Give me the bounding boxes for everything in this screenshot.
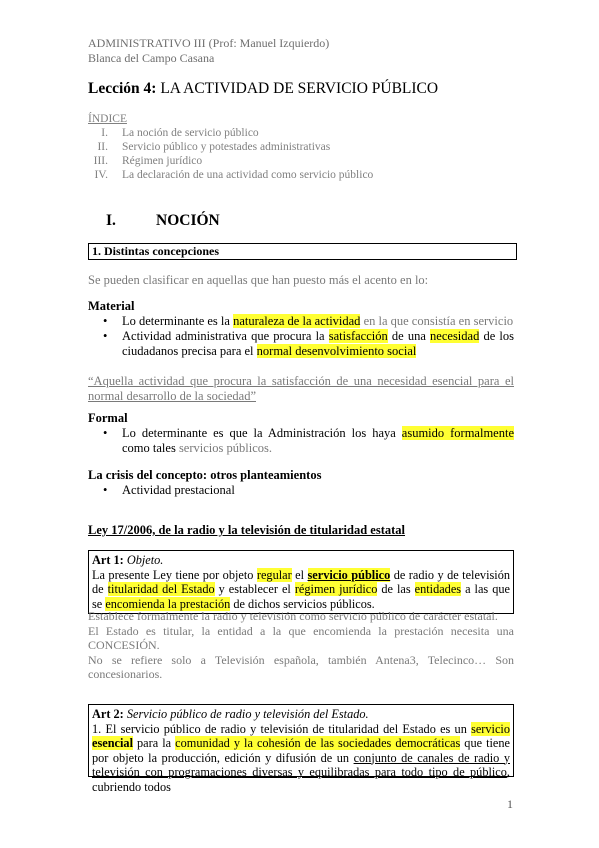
subheading-box: 1. Distintas concepciones xyxy=(88,243,517,260)
lesson-number: Lección 4: xyxy=(88,80,157,97)
text-span: el xyxy=(291,567,308,582)
index-item-text: Régimen jurídico xyxy=(122,155,203,167)
material-quote: “Aquella actividad que procura la satisfacción de una necesidad esencial para el normal desarrollo de la sociedad” xyxy=(88,374,514,403)
section-number: I. xyxy=(106,212,116,229)
article-label: Art 2: xyxy=(92,707,124,721)
text-span: necesidad xyxy=(430,329,480,343)
list-item xyxy=(88,314,514,329)
text-span: entidades xyxy=(414,582,462,596)
text-span: comunidad y la cohesión de las sociedades democráticas xyxy=(175,736,461,750)
formal-heading: Formal xyxy=(88,411,128,425)
text-span: encomienda la prestación xyxy=(105,596,231,611)
text-span: de radio y de televisión de xyxy=(92,567,510,596)
index-item-number: II. xyxy=(97,141,108,153)
index-item xyxy=(88,126,259,140)
text-span: asumido formalmente xyxy=(401,426,514,440)
notes-block xyxy=(88,609,514,682)
note-line: El Estado es titular, la entidad a la que encomienda la prestación necesita una CONCESIÓN. xyxy=(88,623,514,652)
article-text xyxy=(92,568,510,612)
article-text xyxy=(92,722,510,795)
note-line: No se refiere solo a Televisión española, también Antena3, Telecinco… Son concesionarios. xyxy=(88,652,514,681)
text-span: conjunto de canales de radio y televisión con programaciones diversas y equilibradas para todo tipo de público xyxy=(92,750,510,779)
text-span: como tales xyxy=(122,441,179,455)
list-item xyxy=(88,329,514,359)
article-title: Objeto. xyxy=(123,553,164,567)
text-span: servicios públicos. xyxy=(178,441,272,455)
text-span: esencial xyxy=(92,736,133,750)
index-item xyxy=(88,140,331,154)
index-item-text: Servicio público y potestades administrativas xyxy=(122,141,331,153)
header-author: Blanca del Campo Casana xyxy=(88,51,215,65)
text-span: que tiene por objeto la producción, edición y difusión de un xyxy=(92,736,510,765)
list-item: • Actividad prestacional xyxy=(88,483,514,498)
crisis-block xyxy=(88,468,514,498)
index-item-text: La noción de servicio público xyxy=(122,127,259,139)
text-span: Actividad administrativa que procura la xyxy=(122,329,329,343)
text-span: satisfacción xyxy=(328,329,388,343)
text-span: normal desenvolvimiento social xyxy=(256,344,417,358)
list-item xyxy=(88,426,514,456)
material-heading: Material xyxy=(88,299,135,313)
index-item-text: La declaración de una actividad como servicio público xyxy=(122,169,374,181)
document-header xyxy=(88,36,329,66)
header-course: ADMINISTRATIVO III (Prof: Manuel Izquierdo) xyxy=(88,36,330,50)
section-label: NOCIÓN xyxy=(156,212,220,229)
text-span: de dichos servicios públicos. xyxy=(230,596,375,611)
article-2-box xyxy=(88,704,514,794)
law-heading: Ley 17/2006, de la radio y la televisión de titularidad estatal xyxy=(88,523,406,537)
text-span: régimen jurídico xyxy=(294,582,378,596)
crisis-heading: La crisis del concepto: otros planteamientos xyxy=(88,468,322,482)
text-span: Lo determinante es que la Administración los haya xyxy=(122,426,402,440)
lesson-title xyxy=(88,80,438,98)
text-span: a las que se xyxy=(92,582,510,611)
index-section xyxy=(88,112,374,182)
text-span: de los ciudadanos precisa para el xyxy=(122,329,514,358)
index-item-number: IV. xyxy=(94,169,108,181)
text-span: 1. El servicio público de radio y televisión de titularidad del Estado es un xyxy=(92,721,472,736)
lesson-name: LA ACTIVIDAD DE SERVICIO PÚBLICO xyxy=(156,80,439,97)
intro-text: Se pueden clasificar en aquellas que han puesto más el acento en lo: xyxy=(88,273,429,287)
text-span: servicio xyxy=(471,721,510,736)
section-heading xyxy=(106,212,220,230)
text-span: regular xyxy=(256,567,292,582)
formal-block xyxy=(88,411,514,456)
material-block xyxy=(88,299,514,404)
article-1-box xyxy=(88,550,514,614)
text-span: naturaleza de la actividad xyxy=(233,314,361,328)
text-span: de una xyxy=(387,329,431,343)
page-number: 1 xyxy=(507,797,513,811)
note-line: Establece formalmente la radio y televisión como servicio público de carácter estatal. xyxy=(88,609,498,623)
text-span: de las xyxy=(377,582,415,596)
text-span: y establecer el xyxy=(214,582,295,596)
index-heading: ÍNDICE xyxy=(88,113,127,125)
text-span: en la que consistía en servicio xyxy=(360,314,514,328)
text-span: titularidad del Estado xyxy=(107,582,215,596)
text-span: La presente Ley tiene por objeto xyxy=(92,567,257,582)
article-title: Servicio público de radio y televisión del Estado. xyxy=(123,707,369,721)
text-span: para la xyxy=(132,736,176,750)
index-item-number: III. xyxy=(93,155,108,167)
index-item xyxy=(88,168,374,182)
index-item-number: I. xyxy=(101,127,108,139)
text-span: , cubriendo todos xyxy=(92,765,510,794)
article-label: Art 1: xyxy=(92,553,124,567)
text-span: servicio público xyxy=(307,567,391,582)
text-span: Lo determinante es la xyxy=(122,314,234,328)
index-item xyxy=(88,154,203,168)
